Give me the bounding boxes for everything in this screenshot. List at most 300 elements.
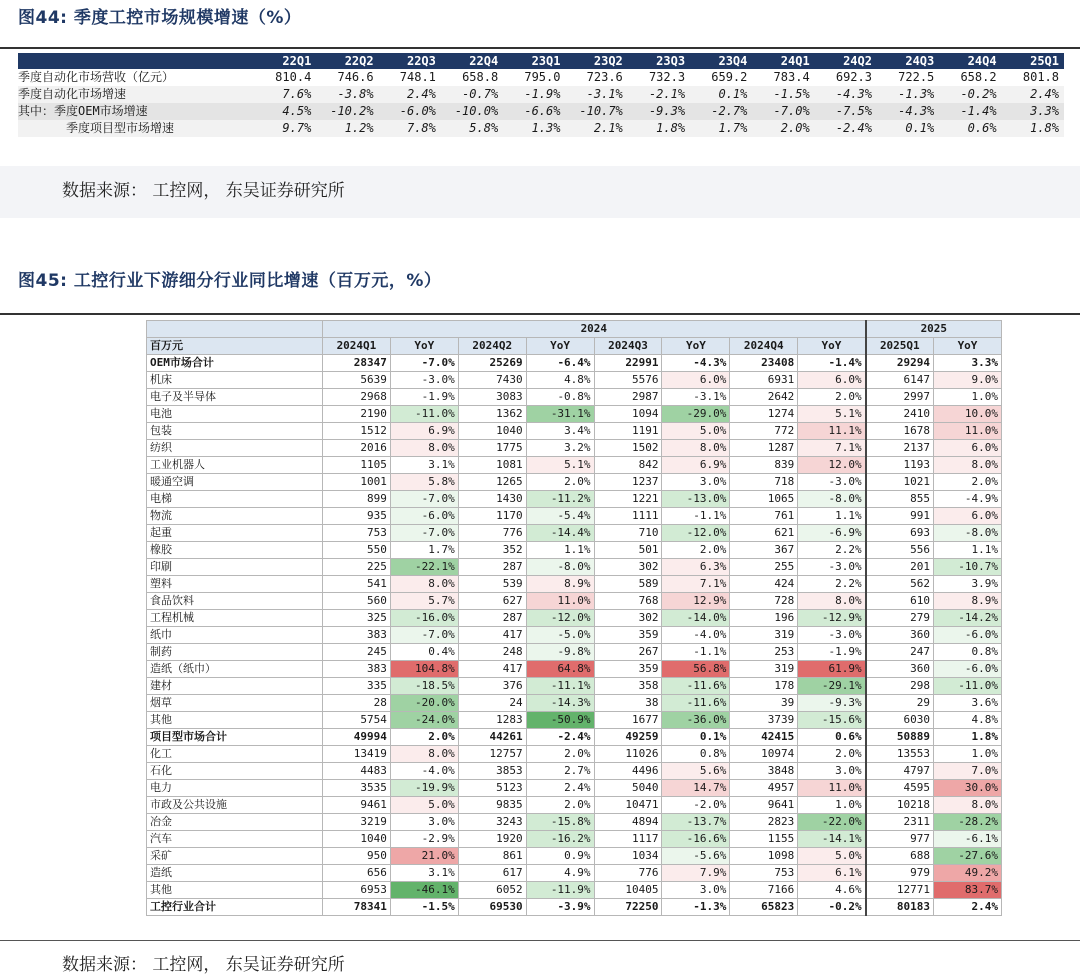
yoy-cell: -8.0% bbox=[798, 491, 866, 508]
quarter-column-header: 2024Q3 bbox=[594, 338, 662, 355]
figure-45-bottom-rule bbox=[0, 940, 1080, 941]
yoy-cell: 8.9% bbox=[934, 593, 1002, 610]
value-cell: 1677 bbox=[594, 712, 662, 729]
value-cell: 1098 bbox=[730, 848, 798, 865]
value-cell: 325 bbox=[323, 610, 391, 627]
quarterly-row bbox=[18, 69, 1064, 86]
quarter-header: 22Q2 bbox=[316, 53, 378, 69]
year-2024-header: 2024 bbox=[323, 321, 866, 338]
yoy-cell: -46.1% bbox=[390, 882, 458, 899]
industry-row bbox=[147, 474, 1002, 491]
yoy-cell: 56.8% bbox=[662, 661, 730, 678]
value-cell: 29 bbox=[866, 695, 934, 712]
quarterly-value: 1.7% bbox=[690, 120, 752, 137]
value-cell: 977 bbox=[866, 831, 934, 848]
yoy-cell: -1.1% bbox=[662, 508, 730, 525]
quarterly-value: -6.0% bbox=[379, 103, 441, 120]
value-cell: 899 bbox=[323, 491, 391, 508]
quarterly-value: 692.3 bbox=[815, 69, 877, 86]
yoy-cell: -3.0% bbox=[798, 627, 866, 644]
industry-row bbox=[147, 797, 1002, 814]
quarterly-value: 748.1 bbox=[379, 69, 441, 86]
quarterly-value: 9.7% bbox=[254, 120, 316, 137]
value-cell: 9461 bbox=[323, 797, 391, 814]
figure-45-title: 图45: 工控行业下游细分行业同比增速（百万元，%） bbox=[18, 271, 442, 291]
value-cell: 4595 bbox=[866, 780, 934, 797]
yoy-cell: -9.3% bbox=[798, 695, 866, 712]
industry-name: 电池 bbox=[147, 406, 323, 423]
value-cell: 753 bbox=[323, 525, 391, 542]
yoy-cell: -22.1% bbox=[390, 559, 458, 576]
quarterly-value: 3.3% bbox=[1002, 103, 1064, 120]
value-cell: 417 bbox=[458, 661, 526, 678]
quarterly-value: -2.4% bbox=[815, 120, 877, 137]
value-cell: 1283 bbox=[458, 712, 526, 729]
value-cell: 178 bbox=[730, 678, 798, 695]
value-cell: 302 bbox=[594, 559, 662, 576]
quarter-header: 22Q4 bbox=[441, 53, 503, 69]
industry-row bbox=[147, 882, 1002, 899]
yoy-cell: 4.6% bbox=[798, 882, 866, 899]
yoy-cell: -1.9% bbox=[798, 644, 866, 661]
yoy-cell: 11.0% bbox=[934, 423, 1002, 440]
industry-row bbox=[147, 695, 1002, 712]
quarterly-value: 1.2% bbox=[316, 120, 378, 137]
industry-row bbox=[147, 763, 1002, 780]
industry-name: OEM市场合计 bbox=[147, 355, 323, 372]
value-cell: 69530 bbox=[458, 899, 526, 916]
value-cell: 11026 bbox=[594, 746, 662, 763]
industry-name: 化工 bbox=[147, 746, 323, 763]
value-cell: 776 bbox=[458, 525, 526, 542]
quarterly-value: 746.6 bbox=[316, 69, 378, 86]
figure-45-top-rule bbox=[0, 313, 1080, 315]
yoy-cell: 4.9% bbox=[526, 865, 594, 882]
value-cell: 610 bbox=[866, 593, 934, 610]
value-cell: 196 bbox=[730, 610, 798, 627]
value-cell: 28347 bbox=[323, 355, 391, 372]
industry-name: 制药 bbox=[147, 644, 323, 661]
yoy-cell: 8.0% bbox=[390, 746, 458, 763]
yoy-cell: -4.9% bbox=[934, 491, 1002, 508]
value-cell: 201 bbox=[866, 559, 934, 576]
yoy-cell: 1.0% bbox=[934, 746, 1002, 763]
yoy-cell: 2.0% bbox=[526, 746, 594, 763]
yoy-cell: 3.1% bbox=[390, 865, 458, 882]
value-cell: 28 bbox=[323, 695, 391, 712]
value-cell: 5040 bbox=[594, 780, 662, 797]
value-cell: 10471 bbox=[594, 797, 662, 814]
yoy-cell: -9.8% bbox=[526, 644, 594, 661]
quarterly-value: 658.2 bbox=[939, 69, 1001, 86]
value-cell: 383 bbox=[323, 661, 391, 678]
value-cell: 2642 bbox=[730, 389, 798, 406]
yoy-cell: 1.1% bbox=[526, 542, 594, 559]
value-cell: 78341 bbox=[323, 899, 391, 916]
industry-row bbox=[147, 593, 1002, 610]
value-cell: 319 bbox=[730, 627, 798, 644]
yoy-cell: -15.6% bbox=[798, 712, 866, 729]
quarter-column-header: YoY bbox=[526, 338, 594, 355]
value-cell: 562 bbox=[866, 576, 934, 593]
yoy-cell: -6.1% bbox=[934, 831, 1002, 848]
yoy-cell: 1.1% bbox=[798, 508, 866, 525]
yoy-cell: -16.0% bbox=[390, 610, 458, 627]
value-cell: 38 bbox=[594, 695, 662, 712]
value-cell: 1111 bbox=[594, 508, 662, 525]
yoy-cell: -13.0% bbox=[662, 491, 730, 508]
value-cell: 1775 bbox=[458, 440, 526, 457]
yoy-cell: -11.2% bbox=[526, 491, 594, 508]
yoy-cell: 2.0% bbox=[798, 389, 866, 406]
quarter-header: 23Q4 bbox=[690, 53, 752, 69]
yoy-cell: 5.6% bbox=[662, 763, 730, 780]
value-cell: 225 bbox=[323, 559, 391, 576]
yoy-cell: 3.4% bbox=[526, 423, 594, 440]
value-cell: 360 bbox=[866, 661, 934, 678]
value-cell: 319 bbox=[730, 661, 798, 678]
value-cell: 4797 bbox=[866, 763, 934, 780]
value-cell: 3848 bbox=[730, 763, 798, 780]
value-cell: 12771 bbox=[866, 882, 934, 899]
value-cell: 541 bbox=[323, 576, 391, 593]
value-cell: 39 bbox=[730, 695, 798, 712]
industry-row bbox=[147, 712, 1002, 729]
industry-name: 暖通空调 bbox=[147, 474, 323, 491]
value-cell: 1034 bbox=[594, 848, 662, 865]
yoy-cell: 30.0% bbox=[934, 780, 1002, 797]
yoy-cell: -22.0% bbox=[798, 814, 866, 831]
quarter-column-header: 2025Q1 bbox=[866, 338, 934, 355]
yoy-cell: 5.0% bbox=[390, 797, 458, 814]
industry-row bbox=[147, 644, 1002, 661]
value-cell: 4894 bbox=[594, 814, 662, 831]
value-cell: 2190 bbox=[323, 406, 391, 423]
value-cell: 2016 bbox=[323, 440, 391, 457]
industry-row bbox=[147, 423, 1002, 440]
quarter-header: 22Q1 bbox=[254, 53, 316, 69]
yoy-cell: -36.0% bbox=[662, 712, 730, 729]
yoy-cell: 6.1% bbox=[798, 865, 866, 882]
value-cell: 65823 bbox=[730, 899, 798, 916]
value-cell: 728 bbox=[730, 593, 798, 610]
industry-row bbox=[147, 627, 1002, 644]
quarterly-value: -3.8% bbox=[316, 86, 378, 103]
quarterly-row bbox=[18, 86, 1064, 103]
yoy-cell: -6.0% bbox=[934, 661, 1002, 678]
value-cell: 1265 bbox=[458, 474, 526, 491]
value-cell: 49259 bbox=[594, 729, 662, 746]
quarter-header: 23Q2 bbox=[565, 53, 627, 69]
value-cell: 1430 bbox=[458, 491, 526, 508]
value-cell: 861 bbox=[458, 848, 526, 865]
yoy-cell: 2.0% bbox=[390, 729, 458, 746]
quarterly-value: -1.4% bbox=[939, 103, 1001, 120]
value-cell: 9641 bbox=[730, 797, 798, 814]
quarterly-value: 1.3% bbox=[503, 120, 565, 137]
value-cell: 3853 bbox=[458, 763, 526, 780]
value-cell: 22991 bbox=[594, 355, 662, 372]
yoy-cell: 10.0% bbox=[934, 406, 1002, 423]
value-cell: 842 bbox=[594, 457, 662, 474]
quarter-column-header: 2024Q4 bbox=[730, 338, 798, 355]
value-cell: 1678 bbox=[866, 423, 934, 440]
value-cell: 287 bbox=[458, 559, 526, 576]
year-header-blank bbox=[147, 321, 323, 338]
value-cell: 1191 bbox=[594, 423, 662, 440]
yoy-cell: 7.1% bbox=[798, 440, 866, 457]
industry-name: 汽车 bbox=[147, 831, 323, 848]
yoy-cell: 3.0% bbox=[662, 474, 730, 491]
value-cell: 424 bbox=[730, 576, 798, 593]
value-cell: 4957 bbox=[730, 780, 798, 797]
quarterly-value: -10.2% bbox=[316, 103, 378, 120]
yoy-cell: -1.1% bbox=[662, 644, 730, 661]
quarterly-value: 2.0% bbox=[752, 120, 814, 137]
value-cell: 768 bbox=[594, 593, 662, 610]
industry-name: 电子及半导体 bbox=[147, 389, 323, 406]
quarterly-value: -1.9% bbox=[503, 86, 565, 103]
quarter-header: 25Q1 bbox=[1002, 53, 1064, 69]
yoy-cell: -1.5% bbox=[390, 899, 458, 916]
yoy-cell: -5.4% bbox=[526, 508, 594, 525]
yoy-cell: -7.0% bbox=[390, 491, 458, 508]
yoy-cell: 11.0% bbox=[798, 780, 866, 797]
yoy-cell: 3.1% bbox=[390, 457, 458, 474]
industry-name: 印刷 bbox=[147, 559, 323, 576]
value-cell: 3243 bbox=[458, 814, 526, 831]
yoy-cell: 49.2% bbox=[934, 865, 1002, 882]
value-cell: 247 bbox=[866, 644, 934, 661]
quarterly-value: 1.8% bbox=[628, 120, 690, 137]
yoy-cell: -6.9% bbox=[798, 525, 866, 542]
value-cell: 1081 bbox=[458, 457, 526, 474]
value-cell: 359 bbox=[594, 627, 662, 644]
value-cell: 1920 bbox=[458, 831, 526, 848]
value-cell: 5123 bbox=[458, 780, 526, 797]
value-cell: 501 bbox=[594, 542, 662, 559]
yoy-cell: 1.8% bbox=[934, 729, 1002, 746]
yoy-cell: 8.0% bbox=[390, 576, 458, 593]
value-cell: 3083 bbox=[458, 389, 526, 406]
yoy-cell: 12.0% bbox=[798, 457, 866, 474]
yoy-cell: 7.9% bbox=[662, 865, 730, 882]
industry-name: 纸巾 bbox=[147, 627, 323, 644]
yoy-cell: -8.0% bbox=[934, 525, 1002, 542]
yoy-cell: -6.0% bbox=[934, 627, 1002, 644]
value-cell: 72250 bbox=[594, 899, 662, 916]
industry-row bbox=[147, 746, 1002, 763]
yoy-cell: -1.3% bbox=[662, 899, 730, 916]
value-cell: 935 bbox=[323, 508, 391, 525]
value-cell: 6931 bbox=[730, 372, 798, 389]
yoy-cell: -16.2% bbox=[526, 831, 594, 848]
industry-row bbox=[147, 525, 1002, 542]
quarterly-value: -4.3% bbox=[815, 86, 877, 103]
yoy-cell: -0.2% bbox=[798, 899, 866, 916]
yoy-cell: -29.1% bbox=[798, 678, 866, 695]
figure-44-title: 图44: 季度工控市场规模增速（%） bbox=[18, 8, 302, 28]
quarter-column-header: YoY bbox=[662, 338, 730, 355]
value-cell: 839 bbox=[730, 457, 798, 474]
quarterly-market-table bbox=[18, 53, 1064, 137]
quarterly-value: -7.0% bbox=[752, 103, 814, 120]
yoy-cell: 2.0% bbox=[798, 746, 866, 763]
yoy-cell: 2.0% bbox=[526, 474, 594, 491]
yoy-cell: 5.7% bbox=[390, 593, 458, 610]
yoy-cell: 83.7% bbox=[934, 882, 1002, 899]
industry-name: 电梯 bbox=[147, 491, 323, 508]
yoy-cell: -1.4% bbox=[798, 355, 866, 372]
yoy-cell: -28.2% bbox=[934, 814, 1002, 831]
industry-row bbox=[147, 440, 1002, 457]
value-cell: 383 bbox=[323, 627, 391, 644]
yoy-cell: 5.1% bbox=[798, 406, 866, 423]
yoy-cell: 8.9% bbox=[526, 576, 594, 593]
quarterly-value: -1.5% bbox=[752, 86, 814, 103]
yoy-cell: -7.0% bbox=[390, 525, 458, 542]
yoy-cell: 0.8% bbox=[662, 746, 730, 763]
value-cell: 1065 bbox=[730, 491, 798, 508]
value-cell: 589 bbox=[594, 576, 662, 593]
year-2025-header: 2025 bbox=[866, 321, 1002, 338]
yoy-cell: -14.0% bbox=[662, 610, 730, 627]
yoy-cell: 5.0% bbox=[798, 848, 866, 865]
figure-44-source: 数据来源： 工控网， 东吴证券研究所 bbox=[62, 181, 345, 201]
value-cell: 2968 bbox=[323, 389, 391, 406]
value-cell: 2823 bbox=[730, 814, 798, 831]
quarterly-value: 5.8% bbox=[441, 120, 503, 137]
value-cell: 6953 bbox=[323, 882, 391, 899]
yoy-cell: -7.0% bbox=[390, 355, 458, 372]
industry-row bbox=[147, 406, 1002, 423]
quarterly-value: 0.1% bbox=[690, 86, 752, 103]
quarterly-header-blank bbox=[18, 53, 254, 69]
yoy-cell: 8.0% bbox=[934, 457, 1002, 474]
quarterly-value: 795.0 bbox=[503, 69, 565, 86]
industry-name: 建材 bbox=[147, 678, 323, 695]
industry-row bbox=[147, 865, 1002, 882]
yoy-cell: 6.0% bbox=[662, 372, 730, 389]
yoy-cell: 6.0% bbox=[934, 508, 1002, 525]
value-cell: 1117 bbox=[594, 831, 662, 848]
yoy-cell: 7.1% bbox=[662, 576, 730, 593]
yoy-cell: -11.0% bbox=[934, 678, 1002, 695]
value-cell: 688 bbox=[866, 848, 934, 865]
value-cell: 1274 bbox=[730, 406, 798, 423]
value-cell: 9835 bbox=[458, 797, 526, 814]
value-cell: 245 bbox=[323, 644, 391, 661]
value-cell: 279 bbox=[866, 610, 934, 627]
quarterly-row bbox=[18, 103, 1064, 120]
value-cell: 776 bbox=[594, 865, 662, 882]
quarterly-value: 732.3 bbox=[628, 69, 690, 86]
value-cell: 335 bbox=[323, 678, 391, 695]
yoy-cell: -5.6% bbox=[662, 848, 730, 865]
value-cell: 3739 bbox=[730, 712, 798, 729]
yoy-cell: 2.0% bbox=[934, 474, 1002, 491]
yoy-cell: 3.9% bbox=[934, 576, 1002, 593]
yoy-cell: -12.9% bbox=[798, 610, 866, 627]
industry-name: 石化 bbox=[147, 763, 323, 780]
yoy-cell: 3.0% bbox=[662, 882, 730, 899]
value-cell: 7430 bbox=[458, 372, 526, 389]
value-cell: 560 bbox=[323, 593, 391, 610]
yoy-cell: -14.3% bbox=[526, 695, 594, 712]
value-cell: 550 bbox=[323, 542, 391, 559]
quarter-header: 24Q3 bbox=[877, 53, 939, 69]
value-cell: 621 bbox=[730, 525, 798, 542]
yoy-cell: -2.4% bbox=[526, 729, 594, 746]
figure-45-source: 数据来源： 工控网， 东吴证券研究所 bbox=[62, 955, 345, 975]
value-cell: 1001 bbox=[323, 474, 391, 491]
yoy-cell: 3.6% bbox=[934, 695, 1002, 712]
yoy-cell: -27.6% bbox=[934, 848, 1002, 865]
downstream-industry-table bbox=[146, 320, 1002, 916]
yoy-cell: -6.4% bbox=[526, 355, 594, 372]
industry-name: 采矿 bbox=[147, 848, 323, 865]
yoy-cell: -15.8% bbox=[526, 814, 594, 831]
yoy-cell: -4.0% bbox=[662, 627, 730, 644]
yoy-cell: 3.0% bbox=[798, 763, 866, 780]
industry-row bbox=[147, 848, 1002, 865]
quarterly-value: 1.8% bbox=[1002, 120, 1064, 137]
value-cell: 359 bbox=[594, 661, 662, 678]
quarter-column-header: YoY bbox=[934, 338, 1002, 355]
industry-name: 电力 bbox=[147, 780, 323, 797]
value-cell: 1193 bbox=[866, 457, 934, 474]
yoy-cell: 104.8% bbox=[390, 661, 458, 678]
value-cell: 417 bbox=[458, 627, 526, 644]
value-cell: 693 bbox=[866, 525, 934, 542]
value-cell: 367 bbox=[730, 542, 798, 559]
value-cell: 13553 bbox=[866, 746, 934, 763]
yoy-cell: 2.7% bbox=[526, 763, 594, 780]
value-cell: 360 bbox=[866, 627, 934, 644]
yoy-cell: -50.9% bbox=[526, 712, 594, 729]
industry-row bbox=[147, 610, 1002, 627]
yoy-cell: -3.0% bbox=[798, 559, 866, 576]
yoy-cell: 1.1% bbox=[934, 542, 1002, 559]
value-cell: 1237 bbox=[594, 474, 662, 491]
value-cell: 656 bbox=[323, 865, 391, 882]
value-cell: 50889 bbox=[866, 729, 934, 746]
industry-row bbox=[147, 491, 1002, 508]
industry-row bbox=[147, 780, 1002, 797]
yoy-cell: 6.0% bbox=[798, 372, 866, 389]
value-cell: 255 bbox=[730, 559, 798, 576]
row-label: 季度自动化市场增速 bbox=[18, 86, 254, 103]
industry-row bbox=[147, 661, 1002, 678]
industry-name: 塑料 bbox=[147, 576, 323, 593]
yoy-cell: 0.6% bbox=[798, 729, 866, 746]
value-cell: 358 bbox=[594, 678, 662, 695]
yoy-cell: -12.0% bbox=[526, 610, 594, 627]
value-cell: 42415 bbox=[730, 729, 798, 746]
yoy-cell: -2.0% bbox=[662, 797, 730, 814]
yoy-cell: 2.0% bbox=[526, 797, 594, 814]
industry-row bbox=[147, 559, 1002, 576]
value-cell: 352 bbox=[458, 542, 526, 559]
value-cell: 13419 bbox=[323, 746, 391, 763]
value-cell: 772 bbox=[730, 423, 798, 440]
industry-row bbox=[147, 576, 1002, 593]
total-row bbox=[147, 729, 1002, 746]
value-cell: 991 bbox=[866, 508, 934, 525]
quarterly-value: 722.5 bbox=[877, 69, 939, 86]
yoy-cell: 6.3% bbox=[662, 559, 730, 576]
value-cell: 1287 bbox=[730, 440, 798, 457]
